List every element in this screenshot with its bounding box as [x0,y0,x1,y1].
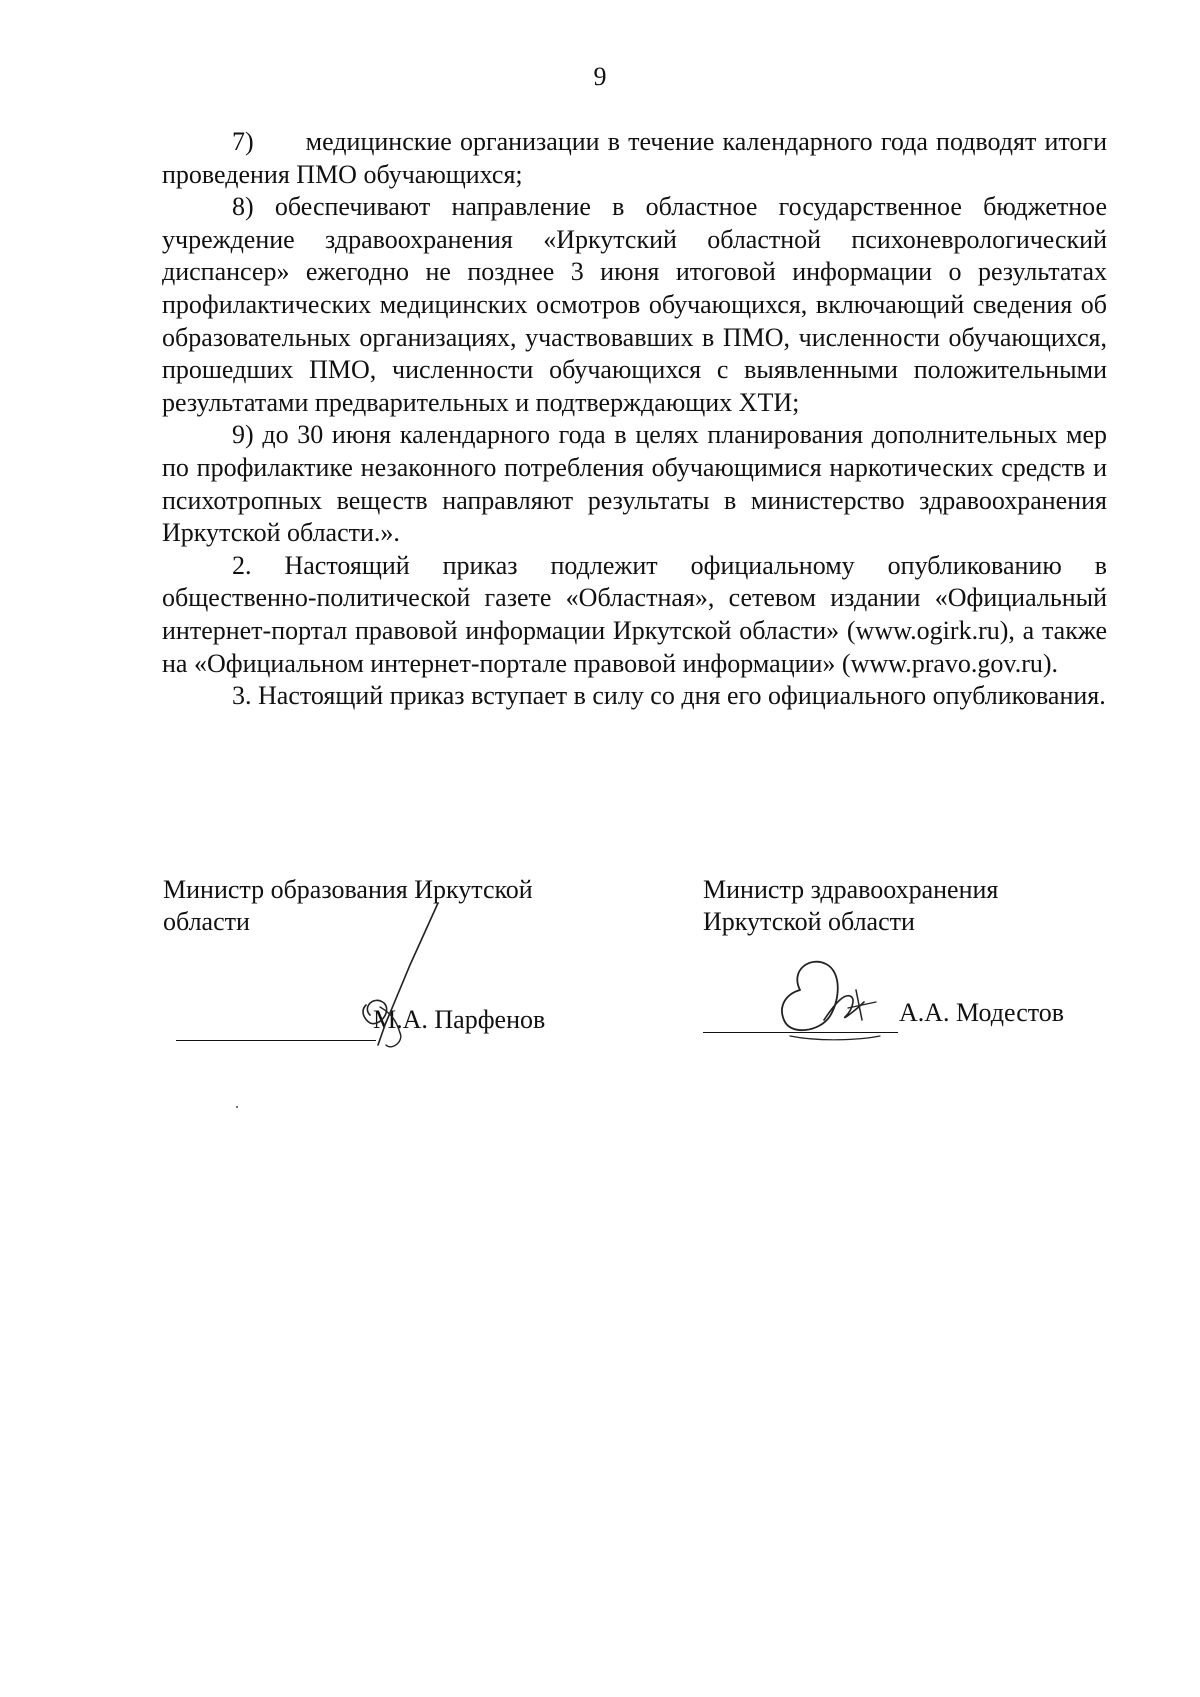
left-title-line-2: области [163,907,250,936]
paragraph-item-9: 9) до 30 июня календарного года в целях планирования дополнительных мер по профилактике незаконного потребления обучающимися наркотических средств и психотропных веществ направляют результаты в министерство здравоохранения Иркутской области.». [162,420,1107,548]
scan-speck [236,1106,238,1108]
left-title-line-1: Министр образования Иркутской [163,875,533,904]
right-signature-line [703,1032,898,1033]
paragraph-clause-2: 2. Настоящий приказ подлежит официальному опубликованию в общественно-политической газете «Областная», сетевом издании «Официальный интернет-портал правовой информации Иркутской области» (www.ogirk.ru), а также на «Официальном интернет-портале правовой информации» (www.pravo.gov.ru). [162,550,1107,678]
right-title-line-1: Министр здравоохранения [703,875,999,904]
left-signature-line [176,1040,376,1041]
paragraph-item-8: 8) обеспечивают направление в областное государственное бюджетное учреждение здравоохранения «Иркутский областной психоневрологический диспансер» ежегодно не позднее 3 июня итоговой информации о результатах профилактических медицинских осмотров обучающихся, включающий сведения об образовательных организациях, участвовавших в ПМО, численности обучающихся, прошедших ПМО, численности обучающихся с выявленными положительными результатами предварительных и подтверждающих ХТИ; [162,192,1107,417]
left-signatory-name: М.А. Парфенов [373,1005,546,1034]
paragraph-clause-3: 3. Настоящий приказ вступает в силу со дня его официального опубликования. [232,681,1106,711]
left-signatory-title [163,874,603,938]
paragraph-item-7: 7) медицинские организации в течение календарного года подводят итоги проведения ПМО обучающихся; [162,127,1107,189]
document-body [162,126,1107,713]
signature-block [0,874,1200,1074]
right-title-line-2: Иркутской области [703,907,915,936]
page-number: 9 [593,62,607,91]
right-signatory-title [703,874,1103,938]
right-signatory-name: А.А. Модестов [899,998,1065,1027]
